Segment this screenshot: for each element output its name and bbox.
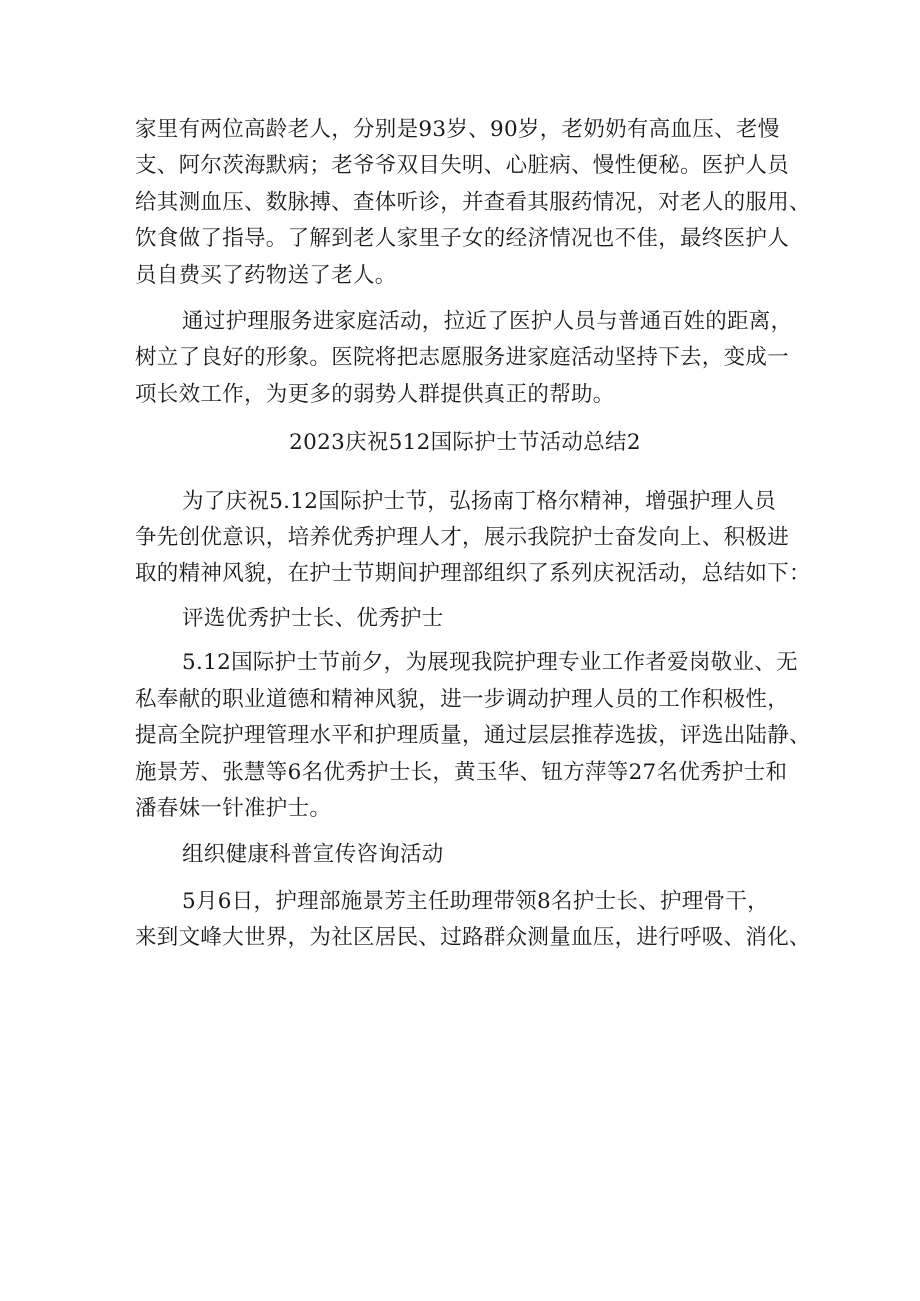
text-line: 给其测血压、数脉搏、查体听诊，并查看其服药情况，对老人的服用、 xyxy=(135,189,811,215)
text-line: 项长效工作，为更多的弱势人群提供真正的帮助。 xyxy=(135,381,615,407)
text-line: 通过护理服务进家庭活动，拉近了医护人员与普通百姓的距离， xyxy=(182,309,793,335)
text-line: 为了庆祝5.12国际护士节，弘扬南丁格尔精神，增强护理人员 xyxy=(182,488,777,514)
text-line: 私奉献的职业道德和精神风貌，进一步调动护理人员的工作积极性， xyxy=(135,686,790,712)
text-line: 争先创优意识，培养优秀护理人才，展示我院护士奋发向上、积极进 xyxy=(135,525,790,551)
subheading-award: 评选优秀护士长、优秀护士 xyxy=(182,605,444,631)
paragraph-home-service xyxy=(135,304,795,413)
paragraph-award-selection xyxy=(135,645,811,827)
text-line: 施景芳、张慧等6名优秀护士长，黄玉华、钮方萍等27名优秀护士和 xyxy=(135,759,788,785)
document-body xyxy=(135,112,811,957)
text-line: 来到文峰大世界，为社区居民、过路群众测量血压，进行呼吸、消化、 xyxy=(135,925,811,951)
paragraph-health-consult xyxy=(135,884,811,957)
section-heading: 2023庆祝512国际护士节活动总结2 xyxy=(289,430,641,456)
text-line: 员自费买了药物送了老人。 xyxy=(135,262,397,288)
text-line: 潘春妹一针准护士。 xyxy=(135,795,332,821)
paragraph-celebration-intro xyxy=(135,484,811,593)
paragraph-elderly-care xyxy=(135,112,811,294)
text-line: 支、阿尔茨海默病；老爷爷双目失明、心脏病、慢性便秘。医护人员 xyxy=(135,153,790,179)
text-line: 提高全院护理管理水平和护理质量，通过层层推荐选拔，评选出陆静、 xyxy=(135,723,811,749)
text-line: 饮食做了指导。了解到老人家里子女的经济情况也不佳，最终医护人 xyxy=(135,226,790,252)
text-line: 取的精神风貌，在护士节期间护理部组织了系列庆祝活动，总结如下： xyxy=(135,561,811,587)
subheading-health-promotion: 组织健康科普宣传咨询活动 xyxy=(182,842,444,868)
text-line: 家里有两位高龄老人，分别是93岁、90岁，老奶奶有高血压、老慢 xyxy=(135,117,780,142)
text-line: 5.12国际护士节前夕，为展现我院护理专业工作者爱岗敬业、无 xyxy=(182,650,798,676)
text-line: 5月6日，护理部施景芳主任助理带领8名护士长、护理骨干， xyxy=(182,888,769,914)
text-line: 树立了良好的形象。医院将把志愿服务进家庭活动坚持下去，变成一 xyxy=(135,345,790,371)
